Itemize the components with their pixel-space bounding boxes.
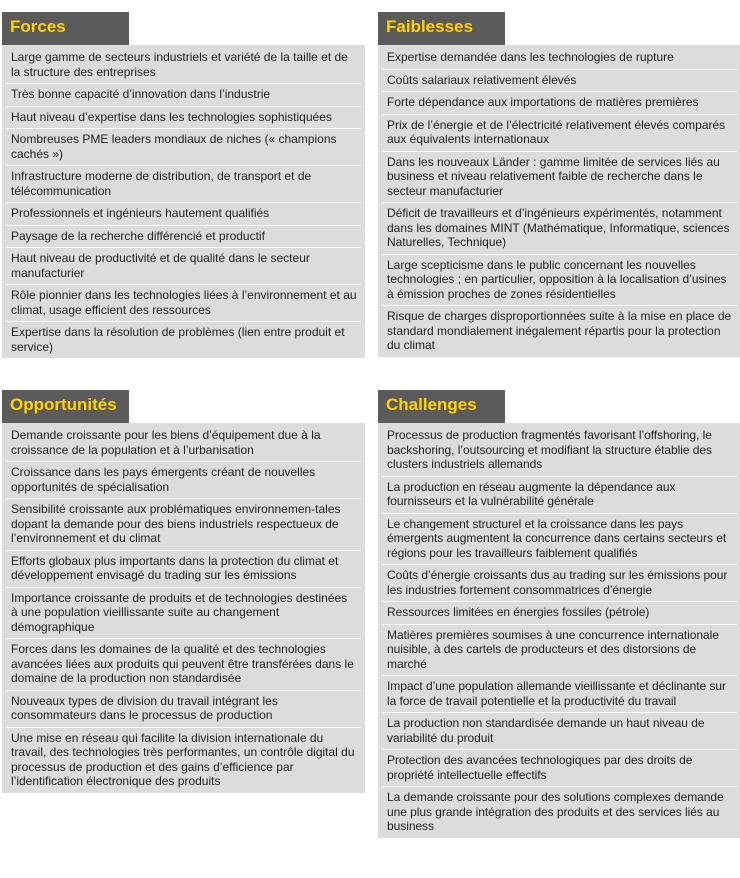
list-item: Sensibilité croissante aux problématiques environnemen-tales dopant la demande pour des biens industriels respectueux de l’environnement et du climat (6, 498, 361, 550)
list-item: Rôle pionnier dans les technologies liées à l’environnement et au climat, usage efficient des ressources (6, 284, 361, 321)
opportunites-list (2, 423, 365, 793)
list-item: La production en réseau augmente la dépendance aux fournisseurs et la vulnérabilité générale (382, 476, 737, 513)
list-item: Large scepticisme dans le public concernant les nouvelles technologies ; en particulier, opposition à la localisation d’usines à émission proches de zones résidentielles (382, 254, 737, 306)
list-item: Matières premières soumises à une concurrence internationale nuisible, à des cartels de producteurs et des distorsions de marché (382, 624, 737, 676)
opportunites-title: Opportunités (2, 390, 129, 423)
list-item: Expertise demandée dans les technologies de rupture (387, 50, 674, 64)
faiblesses-list (378, 45, 740, 357)
list-item: Coûts d’énergie croissants dus au trading sur les émissions pour les industries fortement consommatrices d’énergie (382, 564, 737, 601)
forces-panel (2, 12, 365, 358)
list-item: Risque de charges disproportionnées suite à la mise en place de standard mondialement inégalement répartis pour la protection du climat (382, 305, 737, 357)
list-item: Prix de l’énergie et de l’électricité relativement élevés comparés aux équivalents internationaux (382, 114, 737, 151)
list-item: Coûts salariaux relativement élevés (382, 69, 737, 92)
list-item: Le changement structurel et la croissance dans les pays émergents augmentent la concurrence dans certains secteurs et régions pour les travailleurs faiblement qualifiés (382, 513, 737, 565)
list-item: Expertise dans la résolution de problèmes (lien entre produit et service) (6, 321, 361, 358)
challenges-list (378, 423, 740, 838)
list-item: Ressources limitées en énergies fossiles (pétrole) (382, 601, 737, 624)
list-item: Dans les nouveaux Länder : gamme limitée de services liés au business et niveau relativement faible de recherche dans le secteur manufacturier (382, 151, 737, 203)
list-item: Une mise en réseau qui facilite la division internationale du travail, des technologies très performantes, un contrôle digital du processus de production et des gains d’efficience par l’identification électronique des produits (6, 727, 361, 793)
challenges-panel (378, 390, 740, 838)
faiblesses-panel (378, 12, 740, 357)
list-item: La production non standardisée demande un haut niveau de variabilité du produit (382, 712, 737, 749)
list-item: Paysage de la recherche différencié et productif (6, 225, 361, 248)
list-item: Efforts globaux plus importants dans la protection du climat et développement envisagé du trading sur les émissions (6, 550, 361, 587)
list-item: Haut niveau d’expertise dans les technologies sophistiquées (6, 106, 361, 129)
list-item: Nouveaux types de division du travail intégrant les consommateurs dans le processus de production (6, 690, 361, 727)
list-item: Protection des avancées technologiques par des droits de propriété intellectuelle effectifs (382, 749, 737, 786)
list-item: Nombreuses PME leaders mondiaux de niches (« champions cachés ») (6, 128, 361, 165)
list-item: Forces dans les domaines de la qualité et des technologies avancées liées aux produits qui peuvent être transférées dans le domaine de la production non standardisée (6, 638, 361, 690)
forces-list (2, 45, 365, 358)
opportunites-panel (2, 390, 365, 793)
challenges-title: Challenges (378, 390, 505, 423)
list-item: Croissance dans les pays émergents créant de nouvelles opportunités de spécialisation (6, 461, 361, 498)
list-item: Importance croissante de produits et de technologies destinées à une population vieillissante suite au changement démographique (6, 587, 361, 639)
list-item: Demande croissante pour les biens d’équipement due à la croissance de la population et à l’urbanisation (11, 428, 321, 457)
forces-title: Forces (2, 12, 129, 45)
list-item: Large gamme de secteurs industriels et variété de la taille et de la structure des entreprises (11, 50, 348, 79)
list-item: Professionnels et ingénieurs hautement qualifiés (6, 202, 361, 225)
list-item: Impact d’une population allemande vieillissante et déclinante sur la force de travail potentielle et la productivité du travail (382, 675, 737, 712)
list-item: Déficit de travailleurs et d’ingénieurs expérimentés, notamment dans les domaines MINT (Mathématique, Informatique, sciences Naturelles, Technique) (382, 202, 737, 254)
list-item: Très bonne capacité d’innovation dans l’industrie (6, 83, 361, 106)
faiblesses-title: Faiblesses (378, 12, 505, 45)
list-item: La demande croissante pour des solutions complexes demande une plus grande intégration des produits et des services liés au business (382, 786, 737, 838)
list-item: Processus de production fragmentés favorisant l’offshoring, le backshoring, l’outsourcing et modifiant la structure établie des clusters industriels allemands (387, 428, 712, 471)
list-item: Haut niveau de productivité et de qualité dans le secteur manufacturier (6, 247, 361, 284)
list-item: Forte dépendance aux importations de matières premières (382, 91, 737, 114)
list-item: Infrastructure moderne de distribution, de transport et de télécommunication (6, 165, 361, 202)
